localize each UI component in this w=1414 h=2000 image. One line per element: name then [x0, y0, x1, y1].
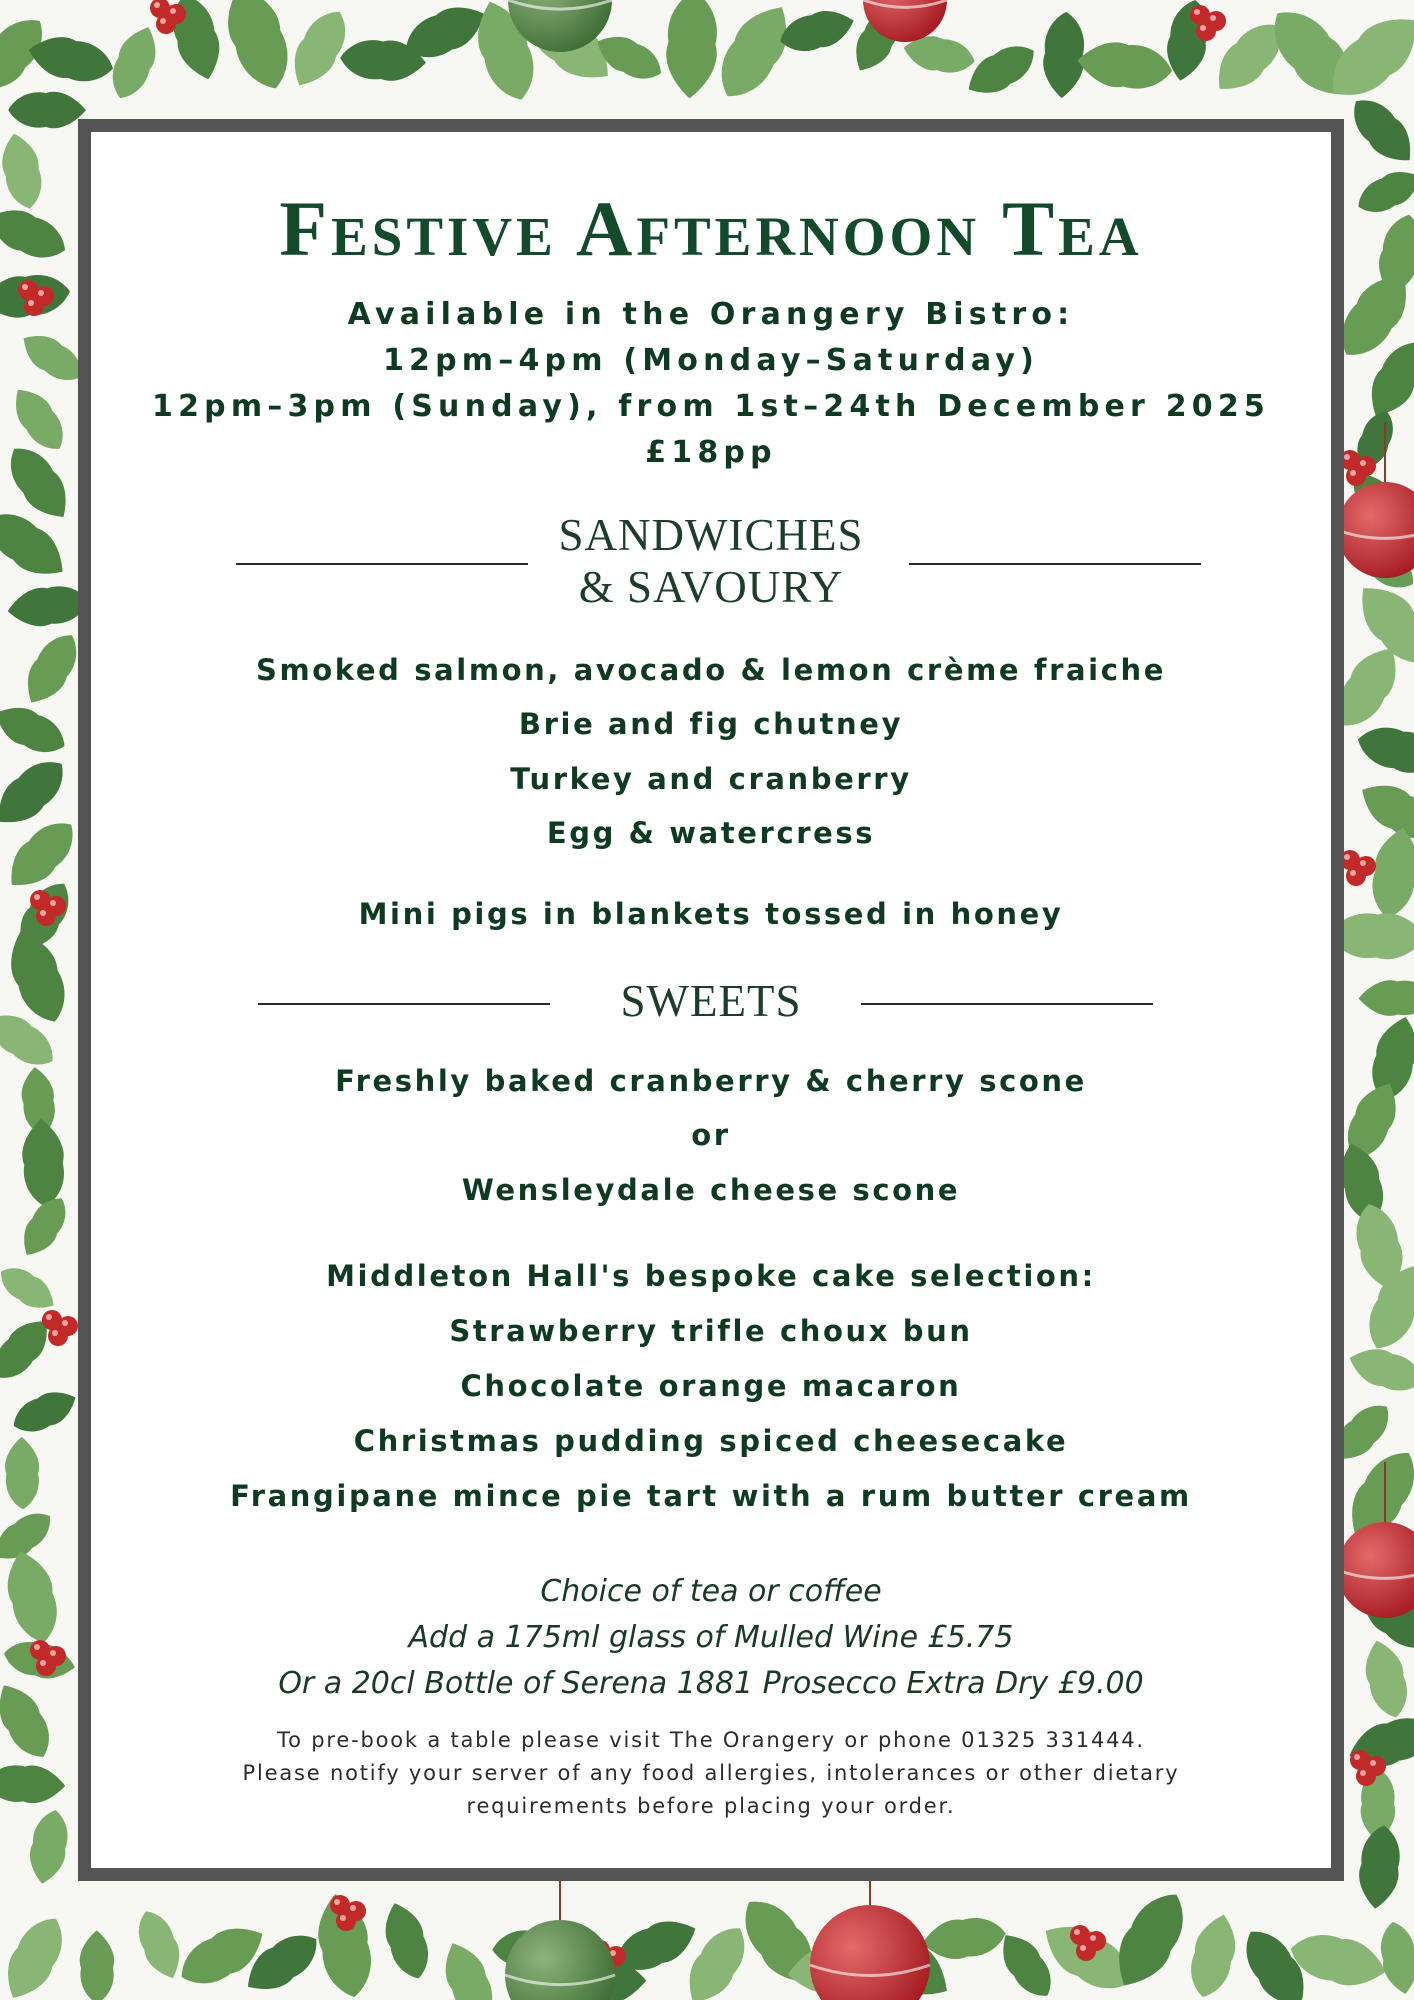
availability-weekday-hours: 12pm–4pm (Monday–Saturday): [382, 343, 1040, 378]
bauble-icon: [505, 1860, 615, 2000]
holly-leaf-icon: [79, 1930, 114, 2000]
holly-leaf-icon: [775, 4, 858, 59]
holly-leaf-icon: [0, 1676, 60, 1766]
holly-leaf-icon: [707, 0, 803, 109]
holly-leaf-icon: [377, 1898, 437, 1984]
availability-sunday-hours: 12pm–3pm (Sunday), from 1st–24th December 2025: [152, 389, 1270, 424]
holly-leaf-icon: [1356, 1823, 1404, 1910]
cake-selection-intro: Middleton Hall's bespoke cake selection:: [326, 1259, 1096, 1293]
holly-leaf-icon: [1359, 1636, 1414, 1722]
holly-leaf-icon: [4, 380, 73, 459]
menu-item: Strawberry trifle choux bun: [449, 1314, 973, 1348]
price: £18pp: [645, 435, 777, 470]
holly-leaf-icon: [1342, 89, 1414, 173]
page-title: Festive Afternoon Tea: [279, 185, 1143, 272]
menu-item-or: or: [691, 1118, 731, 1152]
holly-leaf-icon: [16, 626, 88, 712]
holly-leaf-icon: [0, 1909, 74, 2000]
menu-item: Turkey and cranberry: [510, 762, 912, 796]
holly-leaf-icon: [282, 2, 357, 94]
berry-icon: [1340, 850, 1376, 886]
holly-leaf-icon: [8, 92, 86, 129]
menu-item: Mini pigs in blankets tossed in honey: [358, 897, 1064, 931]
holly-leaf-icon: [0, 697, 72, 762]
berry-icon: [42, 1310, 78, 1346]
menu-item: Frangipane mince pie tart with a rum butter cream: [230, 1479, 1192, 1513]
holly-leaf-icon: [0, 199, 73, 268]
menu-card: [78, 119, 1344, 1881]
holly-leaf-icon: [0, 811, 85, 899]
availability-location: Available in the Orangery Bistro:: [347, 297, 1075, 332]
holly-leaf-icon: [20, 1118, 66, 1208]
holly-leaf-icon: [1041, 11, 1086, 99]
holly-leaf-icon: [1344, 1341, 1414, 1399]
menu-item: Chocolate orange macaron: [460, 1369, 962, 1403]
holly-leaf-icon: [1358, 980, 1414, 1017]
savoury-heading: & SAVOURY: [578, 562, 844, 612]
holly-leaf-icon: [1366, 824, 1414, 921]
menu-item: Wensleydale cheese scone: [461, 1173, 961, 1207]
holly-leaf-icon: [215, 0, 299, 97]
holly-leaf-icon: [1075, 38, 1175, 93]
holly-leaf-icon: [0, 749, 75, 836]
holly-leaf-icon: [0, 1259, 62, 1318]
holly-leaf-icon: [1353, 720, 1414, 781]
holly-leaf-icon: [25, 1807, 73, 1887]
booking-note: To pre-book a table please visit The Orangery or phone 01325 331444.: [277, 1728, 1145, 1752]
menu-item: Brie and fig chutney: [518, 707, 904, 741]
menu-item: Freshly baked cranberry & cherry scone: [335, 1064, 1087, 1098]
holly-leaf-icon: [960, 35, 1043, 104]
holly-leaf-icon: [7, 1383, 82, 1440]
holly-leaf-icon: [0, 130, 47, 213]
holly-leaf-icon: [130, 1905, 188, 1985]
holly-leaf-icon: [104, 21, 166, 105]
holly-leaf-icon: [4, 1437, 40, 1510]
menu-item: Christmas pudding spiced cheesecake: [353, 1424, 1069, 1458]
holly-leaf-icon: [435, 1936, 502, 2000]
holly-leaf-icon: [1183, 1910, 1243, 2000]
allergy-note: Please notify your server of any food allergies, intolerances or other dietary: [242, 1761, 1180, 1785]
allergy-note-continued: requirements before placing your order.: [466, 1794, 956, 1818]
holly-leaf-icon: [1351, 162, 1414, 221]
drinks-mulled-wine: Add a 175ml glass of Mulled Wine £5.75: [408, 1620, 1014, 1655]
menu-item: Egg & watercress: [546, 816, 876, 850]
sweets-heading: SWEETS: [620, 976, 802, 1026]
holly-leaf-icon: [664, 0, 719, 100]
holly-leaf-icon: [1376, 1919, 1414, 1997]
sandwiches-heading: SANDWICHES: [558, 510, 864, 560]
drinks-tea-coffee: Choice of tea or coffee: [540, 1574, 882, 1609]
menu-item: Smoked salmon, avocado & lemon crème fraiche: [255, 653, 1167, 687]
holly-leaf-icon: [0, 1546, 65, 1648]
drinks-prosecco: Or a 20cl Bottle of Serena 1881 Prosecco Extra Dry £9.00: [278, 1666, 1144, 1701]
holly-leaf-icon: [0, 1763, 66, 1804]
